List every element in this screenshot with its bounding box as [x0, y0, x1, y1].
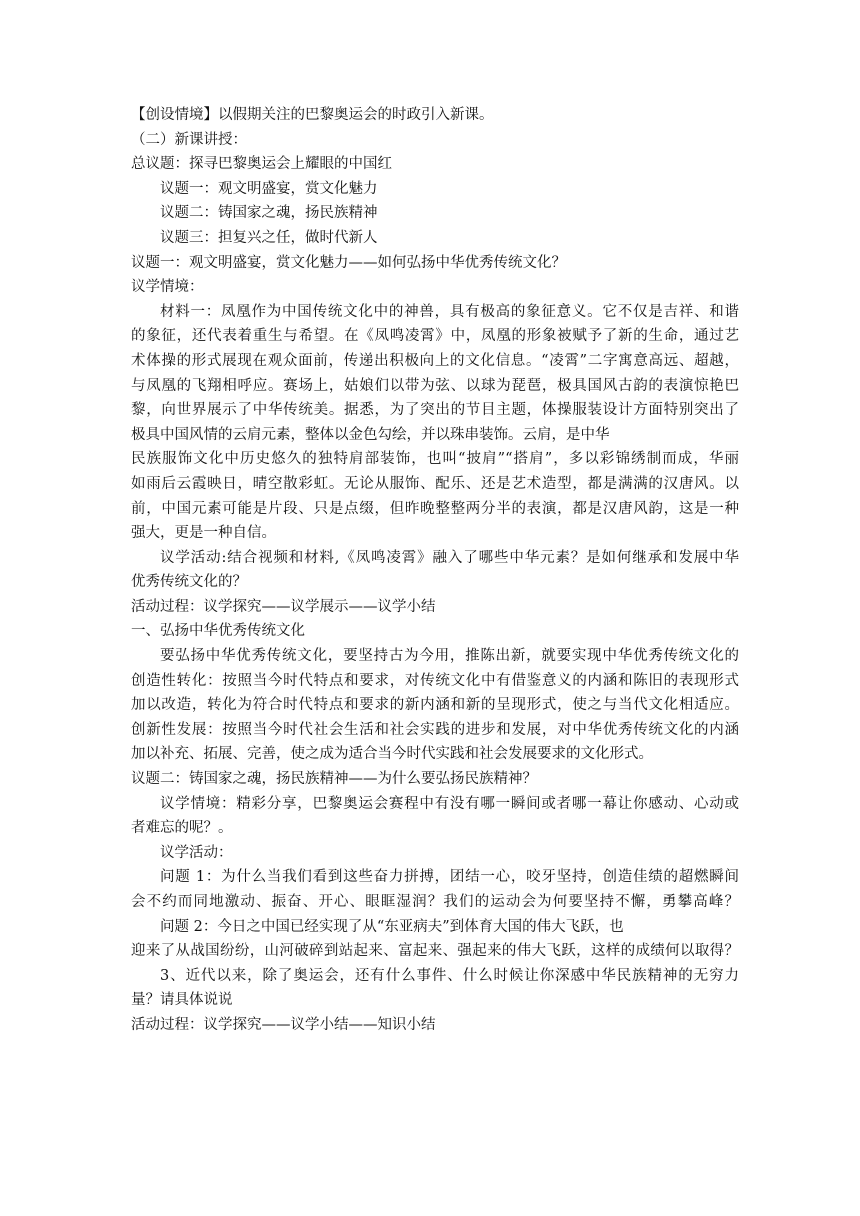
section-heading-new-lesson: （二）新课讲授：: [131, 131, 247, 148]
question-1-line: 问题 1：为什么当我们看到这些奋力拼搏，团结一心，咬牙坚持，创造佳绩的超燃瞬间: [160, 869, 739, 886]
material-paragraph-line: 极具中国风情的云肩元素，整体以金色勾绘，并以珠串装饰。云肩，是中华: [131, 426, 610, 443]
topic-2-context-line: 者难忘的呢？。: [131, 820, 233, 837]
subtopic-3-line: 议题三：担复兴之任，做时代新人: [160, 229, 378, 246]
material-paragraph-line: 黎，向世界展示了中华传统美。据悉，为了突出的节目主题，体操服装设计方面特别突出了: [131, 402, 739, 419]
question-1-line: 会不约而同地激动、振奋、开心、眼眶湿润？我们的运动会为何要坚持不懈，勇攀高峰？: [131, 894, 739, 910]
activity-process-line: 活动过程：议学探究——议学展示——议学小结: [131, 598, 436, 615]
material-paragraph-line: 材料一：凤凰作为中国传统文化中的神兽，具有极高的象征意义。它不仅是吉祥、和谐: [160, 303, 739, 320]
material-paragraph-line: 的象征，还代表着重生与希望。在《凤鸣凌霄》中，凤凰的形象被赋予了新的生命，通过艺: [131, 328, 739, 345]
activity-process-line-2: 活动过程：议学探究——议学小结——知识小结: [131, 1016, 436, 1033]
knowledge-paragraph-line: 创新性发展：按照当今时代社会生活和社会实践的进步和发展，对中华优秀传统文化的内涵: [131, 721, 739, 738]
material-paragraph-line: 术体操的形式展现在观众面前，传递出积极向上的文化信息。“凌霄”二字寓意高远、超越，: [131, 352, 739, 369]
material-paragraph-line: 前，中国元素可能是片段、只是点缀，但昨晚整整两分半的表演，都是汉唐风韵，这是一种: [131, 500, 739, 517]
topic-2-context-line: 议学情境：精彩分享，巴黎奥运会赛程中有没有哪一瞬间或者哪一幕让你感动、心动或: [160, 795, 739, 812]
main-topic-line: 总议题：探寻巴黎奥运会上耀眼的中国红: [131, 156, 392, 173]
knowledge-paragraph-line: 要弘扬中华优秀传统文化，要坚持古为今用，推陈出新，就要实现中华优秀传统文化的: [160, 648, 739, 665]
question-2-line: 迎来了从战国纷纷，山河破碎到站起来、富起来、强起来的伟大飞跃，这样的成绩何以取得？: [131, 943, 739, 960]
learning-context-label: 议学情境：: [131, 279, 204, 296]
activity-question-line: 议学活动:结合视频和材料,《凤鸣凌霄》融入了哪些中华元素？是如何继承和发展中华: [160, 549, 739, 566]
activity-question-line: 优秀传统文化的？: [131, 574, 247, 591]
knowledge-paragraph-line: 加以改造，转化为符合时代特点和要求的新内涵和新的呈现形式，使之与当代文化相适应。: [131, 697, 739, 714]
intro-context-line: 【创设情境】以假期关注的巴黎奥运会的时政引入新课。: [131, 107, 494, 123]
subtopic-1-line: 议题一：观文明盛宴，赏文化魅力: [160, 180, 378, 197]
material-paragraph-line: 强大，更是一种自信。: [131, 525, 276, 542]
material-paragraph-line: 民族服饰文化中历史悠久的独特肩部装饰，也叫“披肩”“搭肩”，多以彩锦绣制而成，华丽: [131, 451, 739, 468]
topic-2-activity-label: 议学活动：: [160, 844, 233, 861]
question-2-line: 问题 2：今日之中国已经实现了从“东亚病夫”到体育大国的伟大飞跃，也: [160, 918, 624, 935]
question-3-line: 3、近代以来，除了奥运会，还有什么事件、什么时候让你深感中华民族精神的无穷力: [160, 967, 739, 984]
document-page: [131, 103, 739, 1038]
knowledge-heading: 一、弘扬中华优秀传统文化: [131, 623, 305, 640]
topic-2-heading: 议题二：铸国家之魂，扬民族精神——为什么要弘扬民族精神？: [131, 771, 537, 788]
question-3-line: 量？请具体说说: [131, 992, 233, 1009]
material-paragraph-line: 与凤凰的飞翔相呼应。赛场上，姑娘们以带为弦、以球为琵琶，极具国风古韵的表演惊艳巴: [131, 377, 739, 394]
topic-1-heading: 议题一：观文明盛宴，赏文化魅力——如何弘扬中华优秀传统文化？: [131, 254, 566, 271]
knowledge-paragraph-line: 创造性转化：按照当今时代特点和要求，对传统文化中有借鉴意义的内涵和陈旧的表现形式: [131, 672, 739, 689]
material-paragraph-line: 如雨后云霞映日，晴空散彩虹。无论从服饰、配乐、还是艺术造型，都是满满的汉唐风。以: [131, 475, 739, 492]
knowledge-paragraph-line: 加以补充、拓展、完善，使之成为适合当今时代实践和社会发展要求的文化形式。: [131, 746, 653, 763]
subtopic-2-line: 议题二：铸国家之魂，扬民族精神: [160, 205, 378, 222]
